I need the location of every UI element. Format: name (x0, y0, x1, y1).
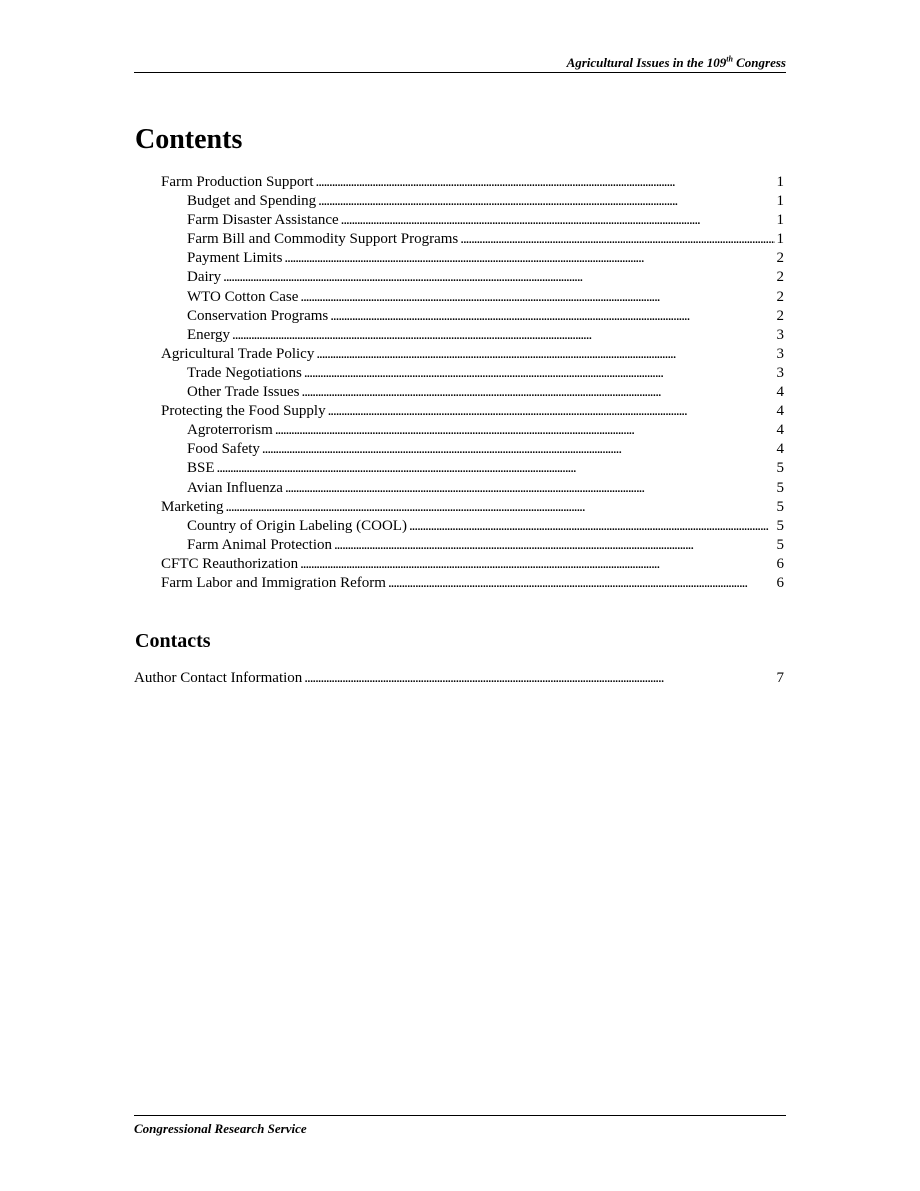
toc-entry-label[interactable]: Conservation Programs (187, 307, 329, 324)
toc-entry[interactable] (134, 249, 784, 268)
contents-heading: Contents (135, 124, 243, 155)
toc-dot-leader (316, 345, 774, 364)
toc-entry-label[interactable]: Farm Production Support (161, 174, 314, 190)
toc-dot-leader (300, 555, 774, 574)
toc-entry-label[interactable]: Food Safety (187, 441, 260, 458)
toc-dot-leader (388, 574, 775, 593)
toc-entry-label[interactable]: Country of Origin Labeling (COOL) (187, 517, 407, 534)
running-header (134, 56, 786, 73)
toc-dot-leader (275, 421, 775, 440)
toc-entry-label[interactable]: Other Trade Issues (187, 384, 300, 401)
toc-dot-leader (304, 364, 775, 383)
toc-dot-leader (232, 326, 774, 345)
toc-entry-page-number[interactable]: 3 (776, 326, 784, 343)
toc-entry-label[interactable]: Author Contact Information (134, 670, 303, 686)
toc-entry-page-number[interactable]: 2 (776, 307, 784, 324)
toc-entry-label[interactable]: BSE (187, 460, 215, 477)
toc-entry-label[interactable]: Trade Negotiations (187, 364, 302, 381)
toc-entry-label[interactable]: Agricultural Trade Policy (161, 345, 315, 362)
toc-entry-page-number[interactable]: 6 (776, 555, 784, 572)
toc-dot-leader (341, 211, 775, 230)
toc-entry-page-number[interactable]: 5 (776, 460, 784, 477)
toc-entry[interactable] (134, 383, 784, 402)
toc-entry-page-number[interactable]: 5 (776, 536, 784, 553)
contacts-heading: Contacts (135, 630, 211, 652)
footer-text: Congressional Research Service (134, 1121, 307, 1136)
toc-entry[interactable] (134, 669, 784, 688)
toc-entry-page-number[interactable]: 1 (776, 231, 784, 248)
toc-entry[interactable] (134, 421, 784, 440)
toc-entry[interactable] (134, 498, 784, 517)
toc-entry-page-number[interactable]: 4 (776, 441, 784, 458)
toc-dot-leader (285, 479, 775, 498)
toc-entry-page-number[interactable]: 3 (776, 364, 784, 381)
toc-entry-label[interactable]: Marketing (161, 498, 224, 515)
toc-entry-label[interactable]: Farm Bill and Commodity Support Programs (187, 231, 459, 248)
toc-entry-label[interactable]: WTO Cotton Case (187, 288, 299, 305)
toc-entry-label[interactable]: Payment Limits (187, 250, 283, 267)
toc-entry-page-number[interactable]: 2 (776, 269, 784, 286)
toc-entry-label[interactable]: Agroterrorism (187, 422, 273, 439)
toc-entry-label[interactable]: Energy (187, 326, 231, 343)
toc-entry-page-number[interactable]: 1 (776, 212, 784, 229)
running-header-title: Agricultural Issues in the 109 (566, 55, 727, 70)
toc-entry[interactable] (134, 402, 784, 421)
toc-entry-page-number[interactable]: 5 (776, 479, 784, 496)
toc-dot-leader (302, 383, 775, 402)
toc-entry[interactable] (134, 288, 784, 307)
toc-dot-leader (223, 268, 774, 287)
toc-dot-leader (262, 440, 775, 459)
toc-dot-leader (318, 192, 774, 211)
toc-dot-leader (330, 307, 774, 326)
running-header-ordinal: th (726, 54, 733, 64)
toc-entry-label[interactable]: Budget and Spending (187, 193, 317, 210)
toc-dot-leader (284, 249, 774, 268)
toc-entry-label[interactable]: Dairy (187, 269, 222, 286)
toc-entry[interactable] (134, 307, 784, 326)
toc-dot-leader (300, 288, 774, 307)
table-of-contents (134, 173, 784, 593)
toc-entry[interactable] (134, 364, 784, 383)
toc-entry-page-number[interactable]: 2 (776, 250, 784, 267)
toc-entry-page-number[interactable]: 1 (776, 174, 784, 190)
toc-entry-label[interactable]: Farm Labor and Immigration Reform (161, 574, 386, 591)
toc-entry-page-number[interactable]: 6 (776, 574, 784, 591)
toc-entry-page-number[interactable]: 4 (776, 422, 784, 439)
toc-entry[interactable] (134, 536, 784, 555)
toc-entry[interactable] (134, 440, 784, 459)
toc-entry[interactable] (134, 555, 784, 574)
toc-entry-page-number[interactable]: 4 (776, 384, 784, 401)
toc-entry[interactable] (134, 192, 784, 211)
toc-dot-leader (304, 669, 774, 688)
toc-entry-label[interactable]: CFTC Reauthorization (161, 555, 299, 572)
toc-entry-label[interactable]: Farm Animal Protection (187, 536, 332, 553)
page-footer (134, 1115, 786, 1137)
toc-entry[interactable] (134, 173, 784, 192)
toc-dot-leader (328, 402, 775, 421)
toc-dot-leader (334, 536, 775, 555)
toc-entry-label[interactable]: Farm Disaster Assistance (187, 212, 339, 229)
toc-entry-page-number[interactable]: 5 (776, 517, 784, 534)
toc-entry[interactable] (134, 574, 784, 593)
toc-entry-page-number[interactable]: 3 (776, 345, 784, 362)
toc-entry-page-number[interactable]: 2 (776, 288, 784, 305)
toc-entry-page-number[interactable]: 4 (776, 403, 784, 420)
toc-entry[interactable] (134, 211, 784, 230)
toc-entry-page-number[interactable]: 5 (776, 498, 784, 515)
toc-entry-label[interactable]: Avian Influenza (187, 479, 283, 496)
running-header-title-end: Congress (732, 55, 786, 70)
toc-dot-leader (316, 173, 775, 192)
toc-entry-label[interactable]: Protecting the Food Supply (161, 403, 326, 420)
toc-entry[interactable] (134, 268, 784, 287)
toc-entry[interactable] (134, 230, 784, 249)
toc-entry[interactable] (134, 517, 784, 536)
toc-entry-page-number[interactable]: 1 (776, 193, 784, 210)
toc-entry-page-number[interactable]: 7 (776, 670, 784, 686)
toc-entry[interactable] (134, 326, 784, 345)
contacts-list (134, 669, 784, 688)
toc-dot-leader (460, 230, 774, 249)
toc-entry[interactable] (134, 459, 784, 478)
toc-dot-leader (225, 498, 774, 517)
toc-entry[interactable] (134, 345, 784, 364)
toc-dot-leader (217, 459, 775, 478)
toc-dot-leader (409, 517, 775, 536)
toc-entry[interactable] (134, 479, 784, 498)
